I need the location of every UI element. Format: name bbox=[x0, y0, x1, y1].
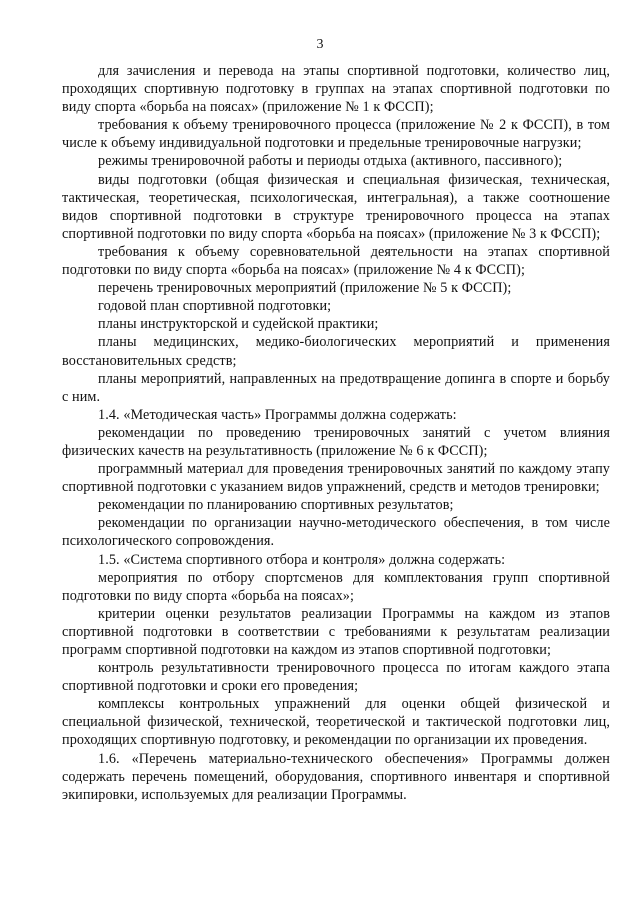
section-heading: 1.6. «Перечень материально-технического обеспечения» Программы должен содержать перечень помещений, оборудования, спортивного инвентаря и спортивной экипировки, используемых для реализации Программы. bbox=[62, 750, 610, 803]
section-heading: 1.4. «Методическая часть» Программы должна содержать: bbox=[98, 406, 457, 423]
paragraph: требования к объему тренировочного процесса (приложение № 2 к ФССП), в том числе к объему индивидуальной подготовки и предельные тренировочные нагрузки; bbox=[62, 117, 610, 152]
paragraph: перечень тренировочных мероприятий (приложение № 5 к ФССП); bbox=[98, 280, 512, 297]
paragraph: комплексы контрольных упражнений для оценки общей физической и специальной физической, технической, теоретической и тактической подготовки лиц, проходящих спортивную подготовку, и рекомендации по организации их проведения. bbox=[62, 696, 610, 749]
paragraph: планы инструкторской и судейской практики; bbox=[98, 316, 379, 333]
paragraph: мероприятия по отбору спортсменов для комплектования групп спортивной подготовки по виду спорта «борьба на поясах»; bbox=[62, 569, 610, 604]
paragraph: требования к объему соревновательной деятельности на этапах спортивной подготовки по виду спорта «борьба на поясах» (приложение № 4 к ФССП); bbox=[62, 243, 610, 279]
paragraph: планы медицинских, медико-биологических мероприятий и применения восстановительных средств; bbox=[62, 334, 610, 369]
page-body bbox=[62, 62, 610, 804]
page-number: 3 bbox=[316, 37, 324, 52]
paragraph: годовой план спортивной подготовки; bbox=[98, 298, 332, 315]
paragraph: критерии оценки результатов реализации Программы на каждом из этапов спортивной подготовки в соответствии с требованиями к результатам реализации программ спортивной подготовки на каждом из этапов спортивной подготовки; bbox=[62, 605, 610, 658]
section-heading: 1.5. «Система спортивного отбора и контроля» должна содержать: bbox=[98, 551, 506, 568]
paragraph: контроль результативности тренировочного процесса по итогам каждого этапа спортивной подготовки и сроки его проведения; bbox=[62, 660, 610, 695]
paragraph: режимы тренировочной работы и периоды отдыха (активного, пассивного); bbox=[98, 153, 563, 170]
paragraph: планы мероприятий, направленных на предотвращение допинга в спорте и борьбу с ним. bbox=[62, 370, 610, 405]
paragraph: программный материал для проведения тренировочных занятий по каждому этапу спортивной подготовки с указанием видов упражнений, средств и методов тренировки; bbox=[62, 461, 610, 496]
paragraph: рекомендации по планированию спортивных результатов; bbox=[98, 497, 454, 514]
paragraph: виды подготовки (общая физическая и специальная физическая, техническая, тактическая, теоретическая, психологическая, интегральная), а также соотношение видов спортивной подготовки в структуре тренировочного процесса на этапах спортивной подготовки по виду спорта «борьба на поясах» (приложение № 3 к ФССП); bbox=[62, 171, 610, 242]
paragraph: рекомендации по проведению тренировочных занятий с учетом влияния физических качеств на результативность (приложение № 6 к ФССП); bbox=[62, 424, 610, 459]
paragraph: для зачисления и перевода на этапы спортивной подготовки, количество лиц, проходящих спортивную подготовку в группах на этапах спортивной подготовки по виду спорта «борьба на поясах» (приложение № 1 к ФССП); bbox=[62, 63, 610, 116]
paragraph: рекомендации по организации научно-методического обеспечения, в том числе психологического сопровождения. bbox=[62, 515, 610, 550]
